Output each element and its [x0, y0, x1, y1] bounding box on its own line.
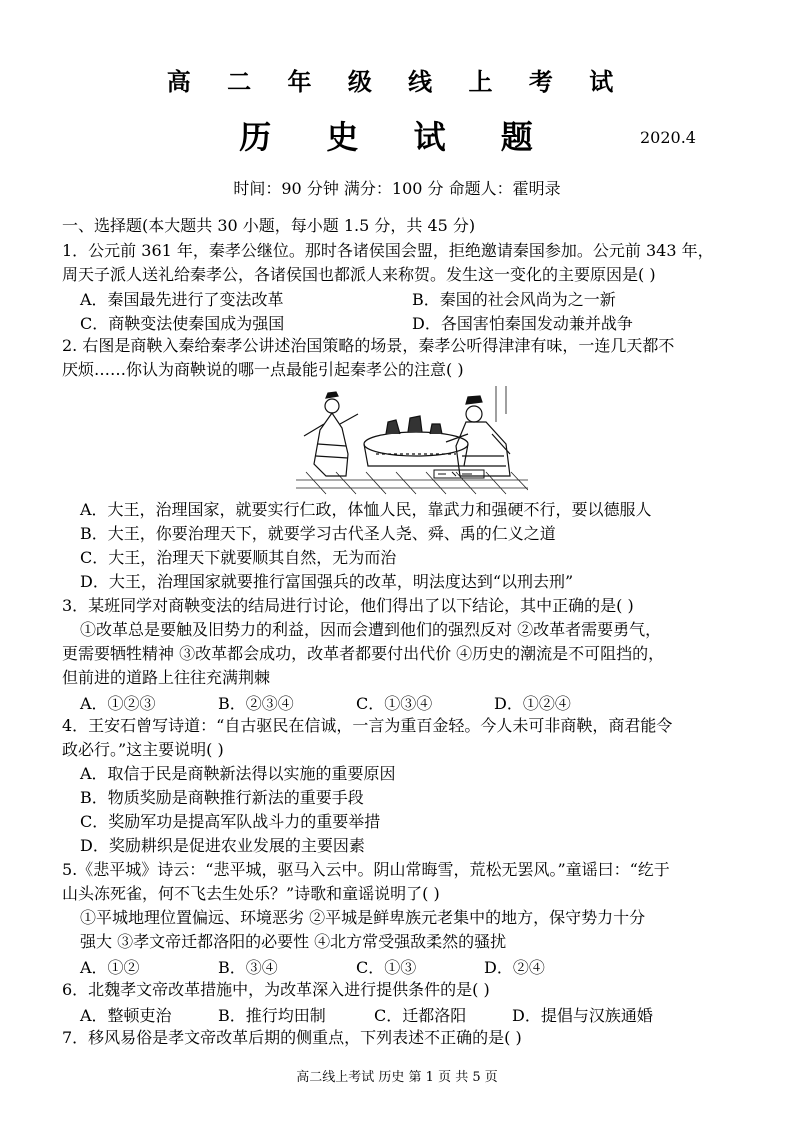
q5-option-a: A．①② [80, 958, 140, 977]
q2-option-c: C．大王，治理天下就要顺其自然，无为而治 [80, 548, 397, 567]
q5-stem-4: 强大 ③孝文帝迁都洛阳的必要性 ④北方常受强敌柔然的骚扰 [80, 932, 507, 951]
q6-option-a: A．整顿吏治 [80, 1006, 172, 1025]
q1-stem-2: 周天子派人送礼给秦孝公，各诸侯国也都派人来称贺。发生这一变化的主要原因是( ) [62, 265, 656, 284]
q2-option-b: B．大王，你要治理天下，就要学习古代圣人尧、舜、禹的仁义之道 [80, 524, 556, 543]
q3-option-c: C．①③④ [356, 694, 433, 713]
q3-option-a: A．①②③ [80, 694, 156, 713]
q2-option-a: A．大王，治理国家，就要实行仁政，体恤人民，靠武力和强硬不行，要以德服人 [80, 500, 652, 519]
q1-option-d: D．各国害怕秦国发动兼并战争 [412, 314, 633, 333]
exam-title: 高 二 年 级 线 上 考 试 [166, 68, 628, 96]
q1-option-c: C．商鞅变法使秦国成为强国 [80, 314, 285, 333]
page-footer: 高二线上考试 历史 第 1 页 共 5 页 [296, 1070, 498, 1085]
q2-option-d: D．大王，治理国家就要推行富国强兵的改革，明法度达到“以刑去刑” [80, 572, 574, 591]
subject-title: 历 史 试 题 [239, 118, 555, 156]
q5-stem-1: 5.《悲平城》诗云：“悲平城，驱马入云中。阴山常晦雪，荒松无罢风。”童谣曰：“纥于 [62, 860, 670, 879]
section-heading: 一、选择题(本大题共 30 小题，每小题 1.5 分，共 45 分) [62, 216, 476, 235]
q3-option-d: D．①②④ [494, 694, 571, 713]
exam-meta: 时间：90 分钟 满分：100 分 命题人：霍明录 [233, 179, 561, 198]
q6-option-b: B．推行均田制 [218, 1006, 326, 1025]
q7-stem-1: 7．移风易俗是孝文帝改革后期的侧重点，下列表述不正确的是( ) [62, 1028, 522, 1047]
q5-option-d: D．②④ [484, 958, 545, 977]
q5-option-c: C．①③ [356, 958, 417, 977]
exam-date: 2020.4 [640, 128, 696, 147]
q6-option-d: D．提倡与汉族通婚 [512, 1006, 653, 1025]
q6-stem-1: 6．北魏孝文帝改革措施中，为改革深入进行提供条件的是( ) [62, 980, 490, 999]
q2-stem-2: 厌烦……你认为商鞅说的哪一点最能引起秦孝公的注意( ) [62, 360, 464, 379]
q4-option-a: A．取信于民是商鞅新法得以实施的重要原因 [80, 764, 396, 783]
q4-option-c: C．奖励军功是提高军队战斗力的重要举措 [80, 812, 381, 831]
q5-stem-3: ①平城地理位置偏远、环境恶劣 ②平城是鲜卑族元老集中的地方，保守势力十分 [80, 908, 646, 927]
q3-option-b: B．②③④ [218, 694, 294, 713]
q5-option-b: B．③④ [218, 958, 278, 977]
q6-option-c: C．迁都洛阳 [374, 1006, 467, 1025]
q4-option-d: D．奖励耕织是促进农业发展的主要因素 [80, 836, 365, 855]
q4-option-b: B．物质奖励是商鞅推行新法的重要手段 [80, 788, 364, 807]
q3-stem-4: 但前进的道路上往往充满荆棘 [62, 668, 271, 687]
q1-stem-1: 1．公元前 361 年，秦孝公继位。那时各诸侯国会盟，拒绝邀请秦国参加。公元前 343 年， [62, 241, 714, 260]
q4-stem-2: 政必行。”这主要说明( ) [62, 740, 224, 759]
q4-stem-1: 4．王安石曾写诗道：“自古驱民在信诚，一言为重百金轻。今人未可非商鞅，商君能令 [62, 716, 673, 735]
shang-yang-illustration [296, 384, 528, 496]
q3-stem-3: 更需要牺牲精神 ③改革都会成功，改革者都要付出代价 ④历史的潮流是不可阻挡的， [62, 644, 665, 663]
q1-option-b: B．秦国的社会风尚为之一新 [412, 290, 616, 309]
q5-stem-2: 山头冻死雀，何不飞去生处乐？”诗歌和童谣说明了( ) [62, 884, 440, 903]
q2-stem-1: 2. 右图是商鞅入秦给秦孝公讲述治国策略的场景，秦孝公听得津津有味，一连几天都不 [62, 336, 675, 355]
q3-stem-1: 3．某班同学对商鞅变法的结局进行讨论，他们得出了以下结论，其中正确的是( ) [62, 596, 634, 615]
q1-option-a: A．秦国最先进行了变法改革 [80, 290, 284, 309]
q3-stem-2: ①改革总是要触及旧势力的利益，因而会遭到他们的强烈反对 ②改革者需要勇气， [80, 620, 662, 639]
